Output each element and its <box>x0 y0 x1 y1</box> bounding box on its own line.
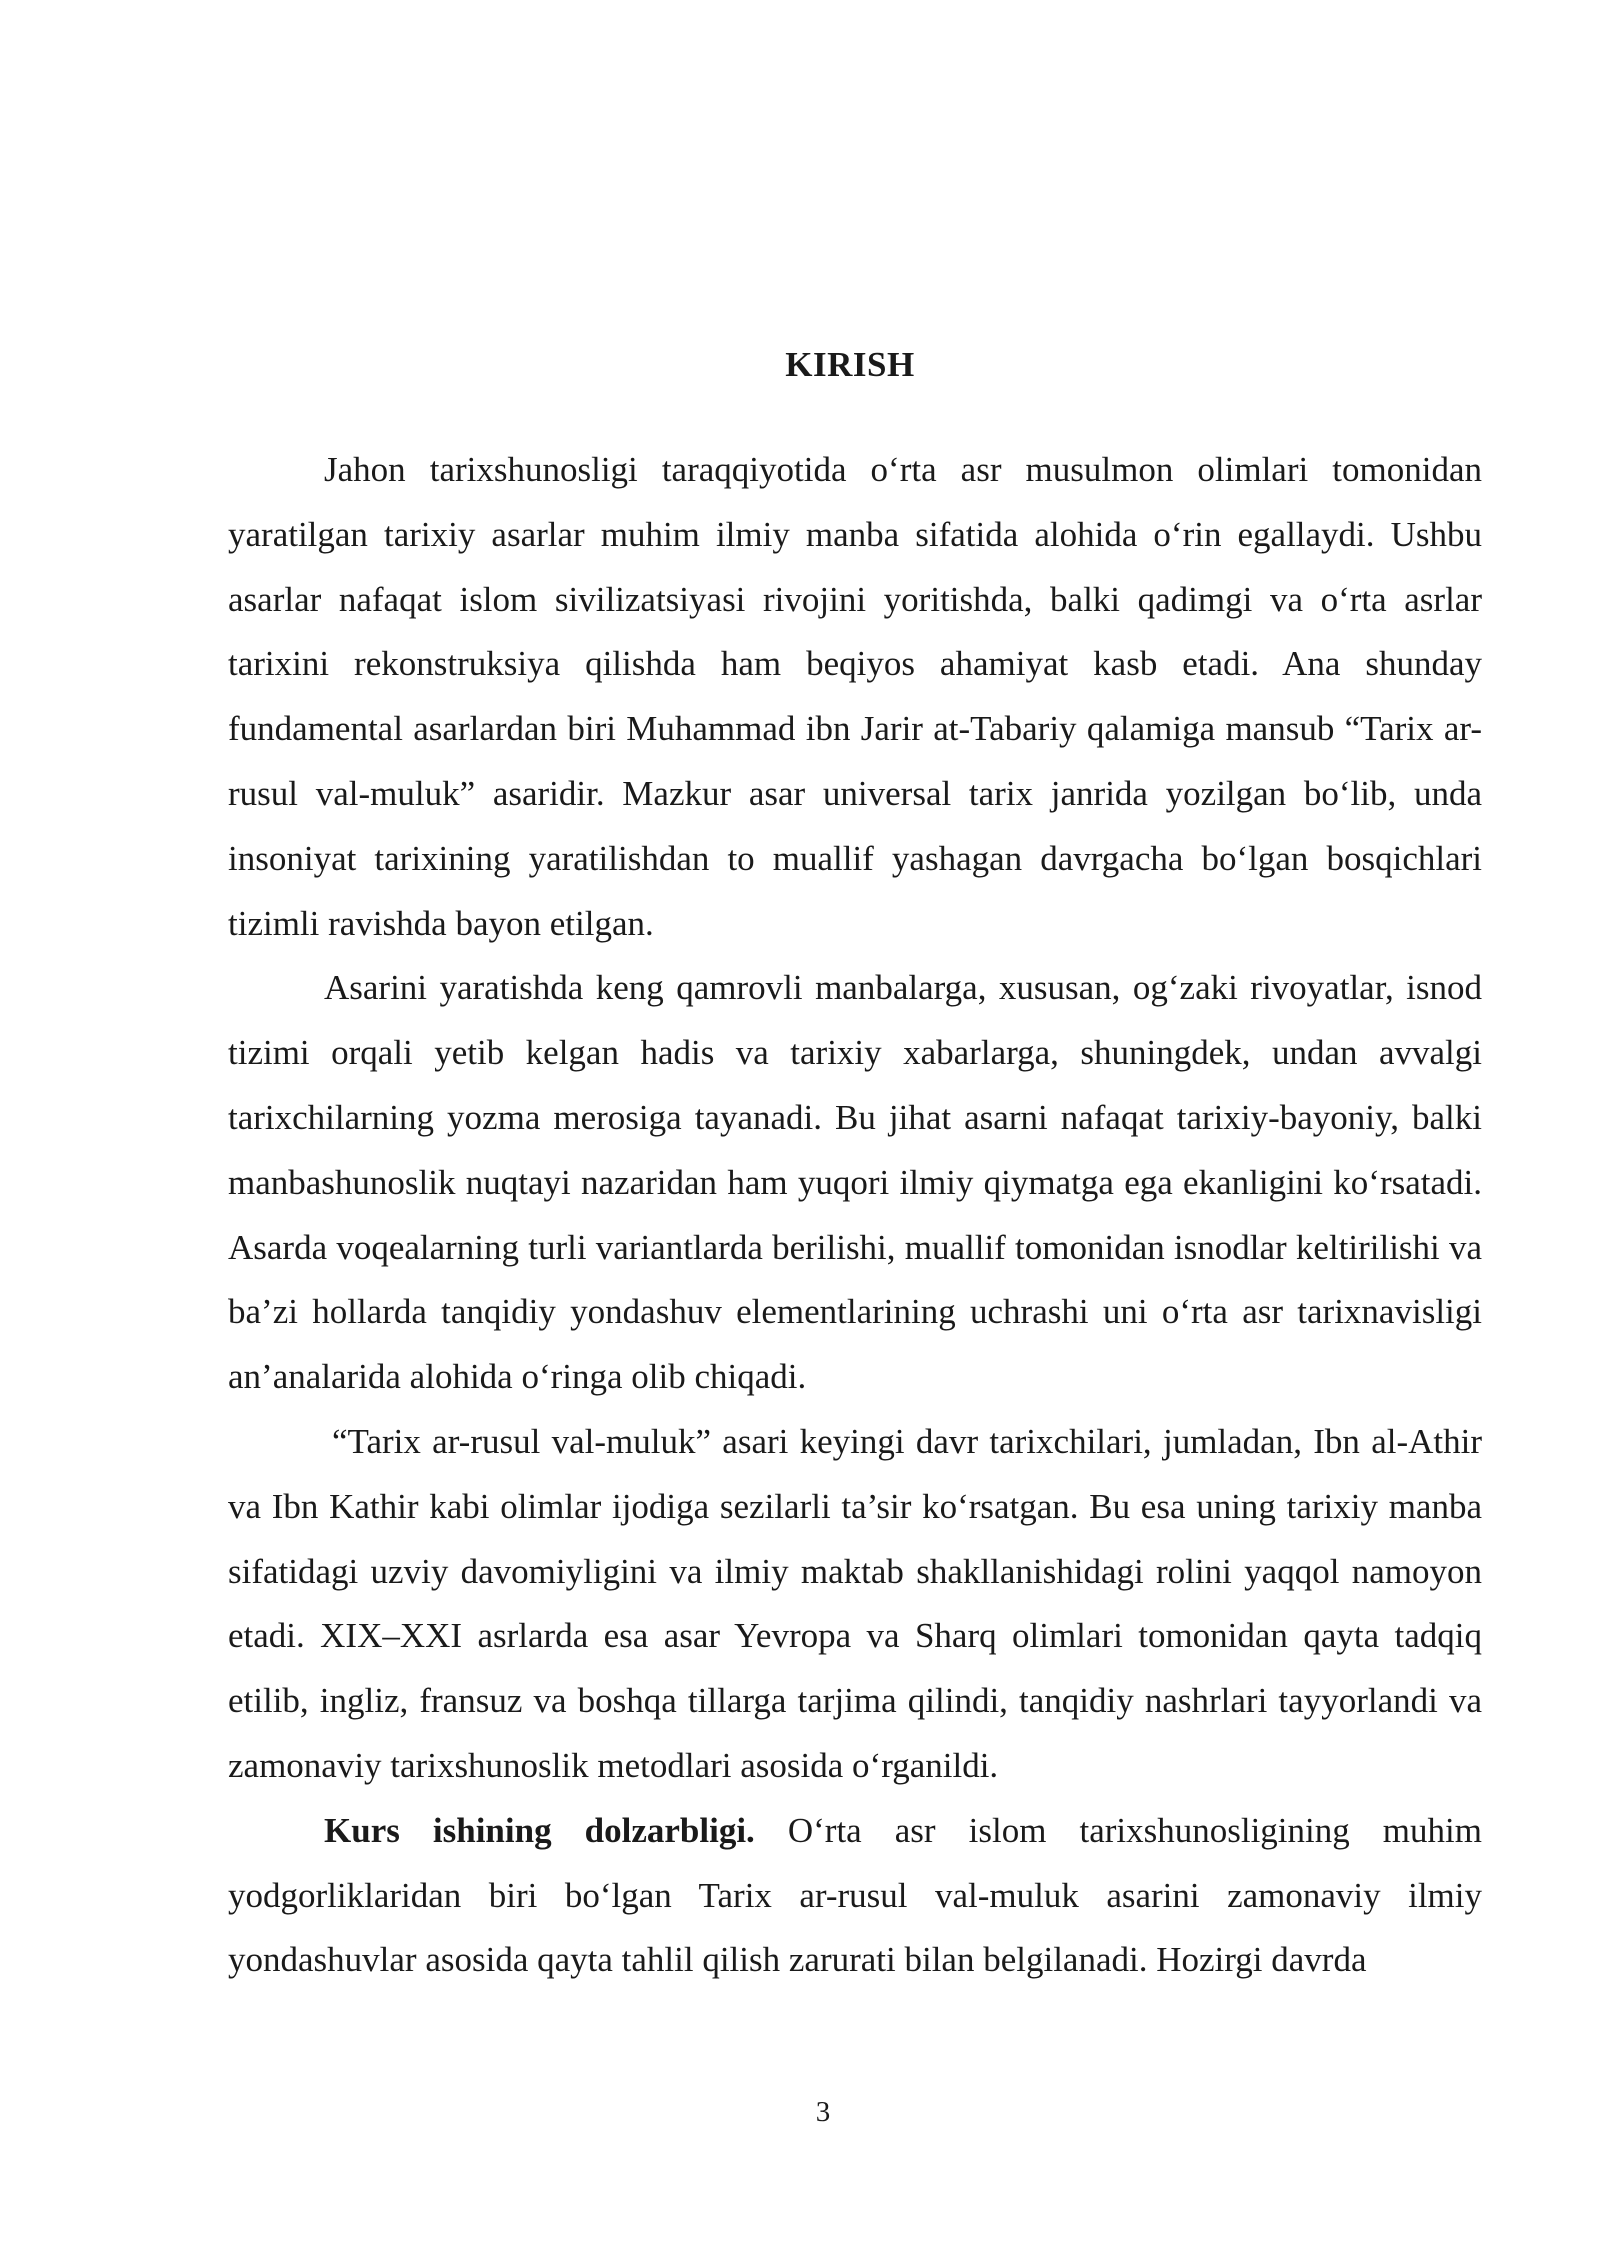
relevance-heading: Kurs ishining dolzarbligi. <box>324 1810 755 1850</box>
page-number: 3 <box>815 2096 831 2128</box>
relevance-text: O‘rta asr islom tarixshunosligining muhim yodgorliklaridan biri bo‘lgan Tarix ar-rusul val-muluk asarini zamonaviy ilmiy yondashuvlar asosida qayta tahlil qilish zarurati bilan belgilanadi. Hozirgi davrda <box>228 1810 1482 1980</box>
paragraph-2: Asarini yaratishda keng qamrovli manbalarga, xususan, og‘zaki rivoyatlar, isnod tizimi orqali yetib kelgan hadis va tarixiy xabarlarga, shuningdek, undan avvalgi tarixchilarning yozma merosiga tayanadi. Bu jihat asarni nafaqat tarixiy-bayoniy, balki manbashunoslik nuqtayi nazaridan ham yuqori ilmiy qiymatga ega ekanligini ko‘rsatadi. Asarda voqealarning turli variantlarda berilishi, muallif tomonidan isnodlar keltirilishi va ba’zi hollarda tanqidiy yondashuv elementlarining uchrashi uni o‘rta asr tarixnavisligi an’analarida alohida o‘ringa olib chiqadi. <box>228 968 1482 1397</box>
paragraph-relevance <box>228 1799 1482 1993</box>
paragraph-1: Jahon tarixshunosligi taraqqiyotida o‘rta asr musulmon olimlari tomonidan yaratilgan tarixiy asarlar muhim ilmiy manba sifatida alohida o‘rin egallaydi. Ushbu asarlar nafaqat islom sivilizatsiyasi rivojini yoritishda, balki qadimgi va o‘rta asrlar tarixini rekonstruksiya qilishda ham beqiyos ahamiyat kasb etadi. Ana shunday fundamental asarlardan biri Muhammad ibn Jarir at-Tabariy qalamiga mansub “Tarix ar-rusul val-muluk” asaridir. Mazkur asar universal tarix janrida yozilgan bo‘lib, unda insoniyat tarixining yaratilishdan to muallif yashagan davrgacha bo‘lgan bosqichlari tizimli ravishda bayon etilgan. <box>228 450 1482 943</box>
section-title: KIRISH <box>785 345 915 384</box>
body-text <box>228 438 1482 1993</box>
paragraph-3: “Tarix ar-rusul val-muluk” asari keyingi davr tarixchilari, jumladan, Ibn al-Athir va Ibn Kathir kabi olimlar ijodiga sezilarli ta’sir ko‘rsatgan. Bu esa uning tarixiy manba sifatidagi uzviy davomiyligini va ilmiy maktab shakllanishidagi rolini yaqqol namoyon etadi. XIX–XXI asrlarda esa asar Yevropa va Sharq olimlari tomonidan qayta tadqiq etilib, ingliz, fransuz va boshqa tillarga tarjima qilindi, tanqidiy nashrlari tayyorlandi va zamonaviy tarixshunoslik metodlari asosida o‘rganildi. <box>228 1421 1482 1785</box>
